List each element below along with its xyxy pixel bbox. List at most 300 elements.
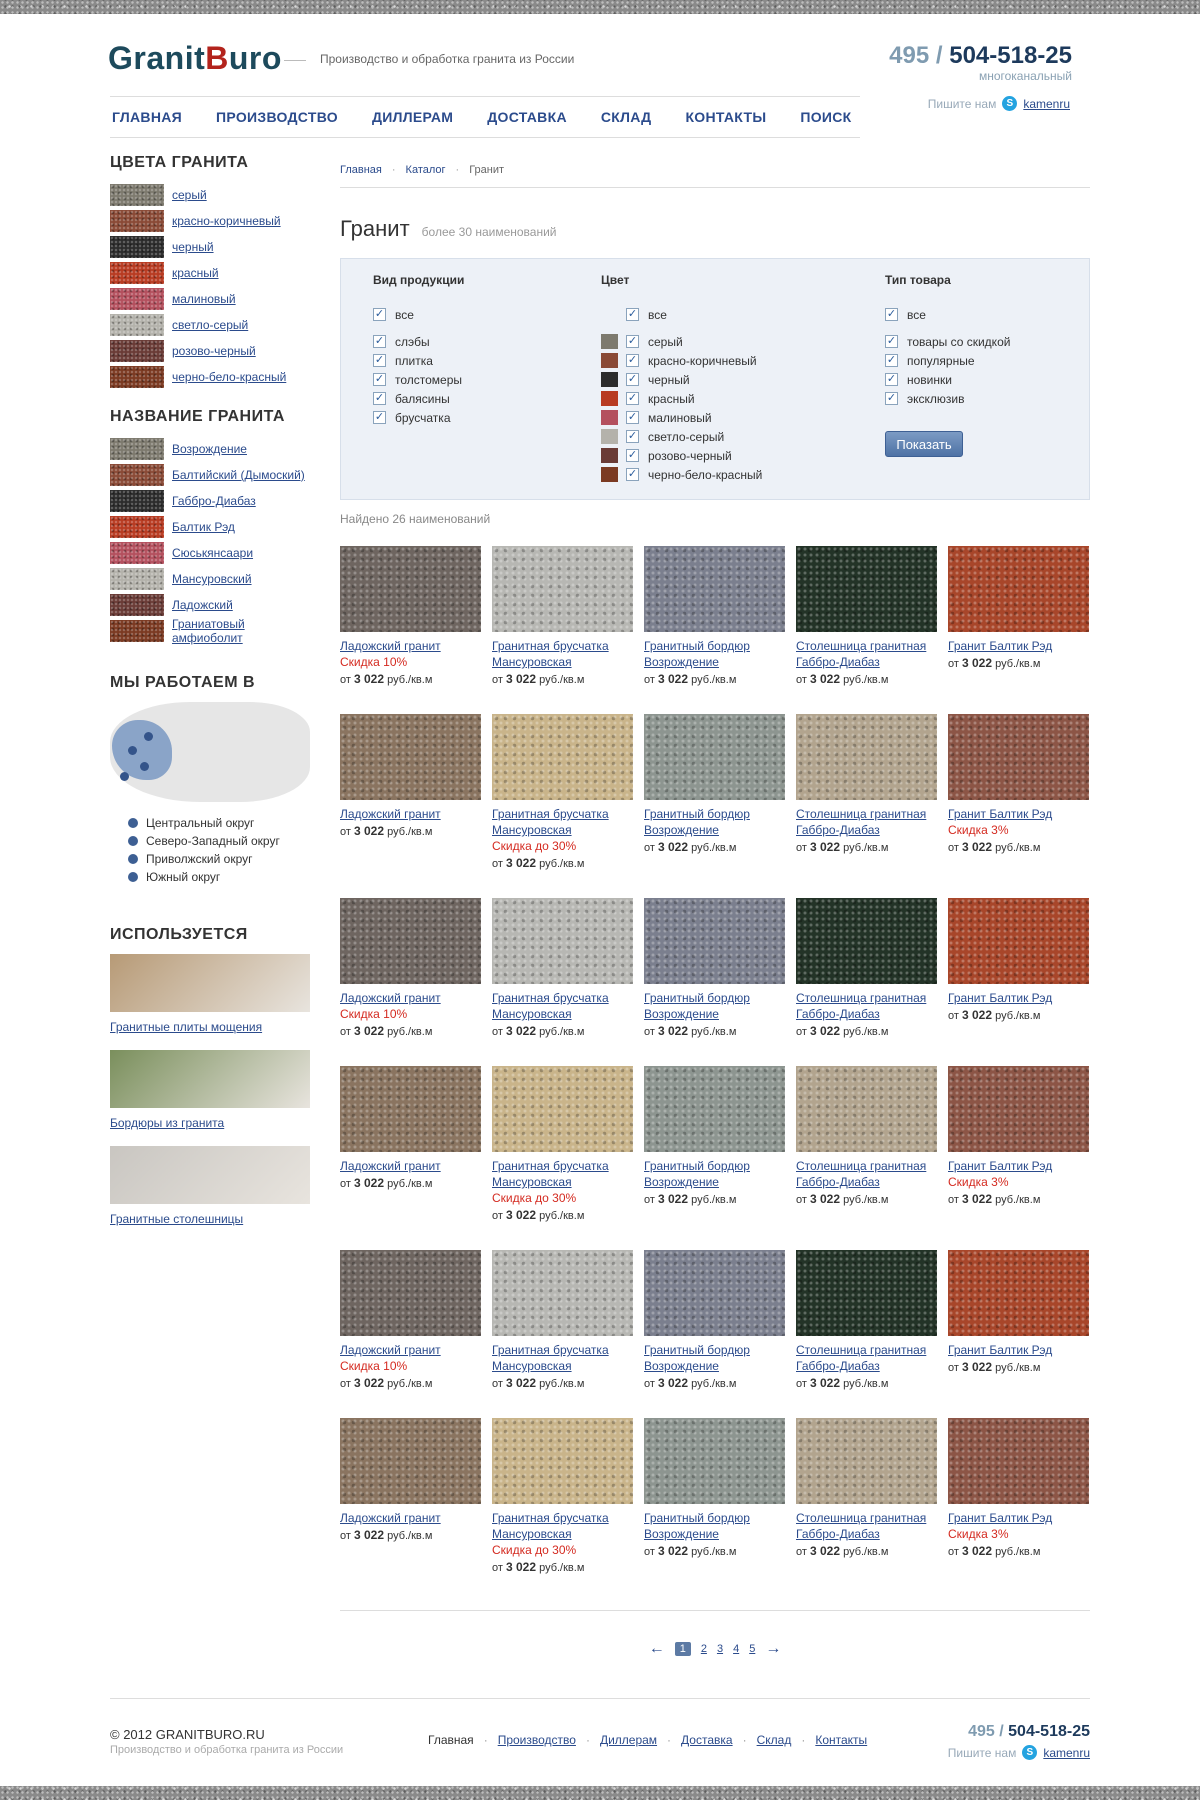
price-prefix: от (644, 842, 655, 854)
product-image[interactable] (644, 1250, 785, 1336)
product-name[interactable] (492, 1158, 633, 1190)
colors-item[interactable] (110, 208, 310, 234)
filter-checkbox[interactable]: ✓ (886, 392, 897, 404)
page-link[interactable]: 4 (733, 1643, 740, 1655)
filter-checkbox[interactable]: ✓ (627, 354, 638, 366)
price-value: 3 022 (961, 840, 993, 854)
price-unit: руб./кв.м (387, 1178, 433, 1190)
product-name[interactable] (340, 1158, 481, 1174)
filter-option[interactable] (373, 332, 464, 351)
product-name-line1[interactable]: Столешница гранитная (796, 1511, 927, 1525)
filter-option[interactable] (373, 305, 464, 324)
product-name-line2[interactable]: Возрождение (644, 1007, 719, 1021)
names-item[interactable] (110, 514, 310, 540)
price-prefix: от (492, 1210, 503, 1222)
product-name-line2[interactable]: Возрождение (644, 1359, 719, 1373)
product-name-line2[interactable]: Мансуровская (492, 1007, 572, 1021)
color-swatch-spacer (601, 307, 618, 322)
page-link[interactable]: 5 (749, 1643, 756, 1655)
price-value: 3 022 (809, 672, 841, 686)
price-unit: руб./кв.м (995, 1194, 1041, 1206)
product-image[interactable] (948, 546, 1089, 632)
product-price (796, 1023, 937, 1040)
price-prefix: от (492, 674, 503, 686)
colors-label[interactable]: розово-черный (172, 344, 256, 358)
colors-item[interactable] (110, 260, 310, 286)
price-unit: руб./кв.м (843, 842, 889, 854)
product-price (492, 1023, 633, 1040)
names-item[interactable] (110, 566, 310, 592)
names-label[interactable]: Мансуровский (172, 572, 252, 586)
product-image[interactable] (340, 1066, 481, 1152)
product-name-line2[interactable]: Мансуровская (492, 1359, 572, 1373)
product-image[interactable] (340, 1250, 481, 1336)
product-name-line1[interactable]: Столешница гранитная (796, 1343, 927, 1357)
granite-swatch (110, 262, 164, 284)
product-card (948, 898, 1089, 1066)
product-name-line1[interactable]: Столешница гранитная (796, 807, 927, 821)
product-name-line1[interactable]: Столешница гранитная (796, 639, 927, 653)
product-name-line2[interactable]: Возрождение (644, 1175, 719, 1189)
product-image[interactable] (644, 898, 785, 984)
names-label[interactable]: Габбро-Диабаз (172, 494, 256, 508)
product-name[interactable] (644, 1510, 785, 1542)
product-name-line1[interactable]: Ладожский гранит (340, 1511, 441, 1525)
colors-label[interactable]: светло-серый (172, 318, 249, 332)
product-image[interactable] (796, 1066, 937, 1152)
product-name[interactable] (796, 806, 937, 838)
usage-item[interactable] (110, 1146, 310, 1228)
nav-item[interactable]: ДИЛЛЕРАМ (371, 109, 454, 125)
title-row (340, 216, 1090, 242)
price-prefix: от (948, 1010, 959, 1022)
prev-page-icon[interactable]: ← (648, 1640, 665, 1657)
product-name-line1[interactable]: Гранитная брусчатка (492, 639, 609, 653)
product-name-line2[interactable]: Мансуровская (492, 1527, 572, 1541)
price-prefix: от (492, 1378, 503, 1390)
granite-swatch (110, 314, 164, 336)
colors-label[interactable]: красный (172, 266, 219, 280)
filter-option[interactable] (885, 305, 1010, 324)
product-name-line1[interactable]: Гранитная брусчатка (492, 1511, 609, 1525)
product-image[interactable] (492, 898, 633, 984)
product-price (948, 1543, 1089, 1560)
usage-image[interactable] (110, 1146, 310, 1204)
filter-checkbox[interactable]: ✓ (886, 354, 897, 366)
page-link[interactable]: 3 (716, 1643, 724, 1655)
filter-checkbox[interactable]: ✓ (627, 411, 638, 423)
filter-option[interactable] (885, 389, 1010, 408)
product-card (948, 1418, 1089, 1602)
product-image[interactable] (796, 546, 937, 632)
footer-nav-item[interactable]: Контакты (815, 1733, 868, 1747)
product-name-line2[interactable]: Габбро-Диабаз (796, 655, 880, 669)
colors-item[interactable] (110, 364, 310, 390)
product-name-line1[interactable]: Гранитный бордюр (644, 1159, 750, 1173)
usage-image[interactable] (110, 1050, 310, 1108)
product-price (796, 671, 937, 688)
product-card (796, 546, 937, 714)
price-value: 3 022 (809, 1376, 841, 1390)
product-price (644, 1543, 785, 1560)
product-name[interactable] (340, 1342, 481, 1358)
filter-option[interactable] (601, 427, 762, 446)
price-unit: руб./кв.м (691, 674, 737, 686)
filter-checkbox[interactable]: ✓ (627, 308, 638, 320)
product-image[interactable] (948, 1250, 1089, 1336)
product-name-line2[interactable]: Мансуровская (492, 1175, 572, 1189)
product-image[interactable] (340, 546, 481, 632)
product-name[interactable] (340, 1510, 481, 1526)
granite-swatch (110, 516, 164, 538)
price-prefix: от (796, 1194, 807, 1206)
product-name-line2[interactable]: Возрождение (644, 1527, 719, 1541)
filter-checkbox[interactable]: ✓ (374, 335, 385, 347)
filter-option[interactable] (373, 351, 464, 370)
price-unit: руб./кв.м (387, 1026, 433, 1038)
product-name[interactable] (492, 990, 633, 1022)
usage-link[interactable]: Бордюры из гранита (110, 1116, 225, 1130)
product-price (340, 671, 481, 688)
show-button[interactable]: Показать (885, 431, 963, 457)
site-logo[interactable] (108, 40, 282, 77)
footer-nav-item[interactable]: Склад (756, 1733, 792, 1747)
product-image[interactable] (492, 714, 633, 800)
product-name[interactable] (492, 1342, 633, 1374)
product-name-line1[interactable]: Гранитный бордюр (644, 991, 750, 1005)
product-name-line1[interactable]: Ладожский гранит (340, 1343, 441, 1357)
color-swatch (601, 391, 618, 406)
usage-item[interactable] (110, 954, 310, 1036)
names-item[interactable] (110, 618, 310, 644)
product-price (948, 1007, 1089, 1024)
product-image[interactable] (644, 546, 785, 632)
granite-swatch (110, 568, 164, 590)
product-price (492, 1207, 633, 1224)
product-name-line2[interactable]: Возрождение (644, 823, 719, 837)
nav-item[interactable]: СКЛАД (600, 109, 652, 125)
product-card (644, 1418, 785, 1602)
color-swatch (601, 334, 618, 349)
color-swatch (601, 429, 618, 444)
product-image[interactable] (492, 1250, 633, 1336)
footer-tagline: Производство и обработка гранита из России (110, 1744, 344, 1756)
filter-checkbox[interactable]: ✓ (627, 430, 638, 442)
filter-checkbox[interactable]: ✓ (374, 411, 385, 423)
price-unit: руб./кв.м (539, 1562, 585, 1574)
product-image[interactable] (644, 1418, 785, 1504)
names-item[interactable] (110, 592, 310, 618)
product-name-line2[interactable]: Возрождение (644, 655, 719, 669)
colors-label[interactable]: красно-коричневый (172, 214, 281, 228)
price-prefix: от (796, 674, 807, 686)
product-image[interactable] (340, 1418, 481, 1504)
footer-nav-item[interactable]: Доставка (681, 1733, 733, 1747)
product-name[interactable] (948, 1342, 1089, 1358)
filter-option[interactable] (885, 370, 1010, 389)
product-image[interactable] (492, 546, 633, 632)
product-name-line2[interactable]: Габбро-Диабаз (796, 823, 880, 837)
colors-item[interactable] (110, 182, 310, 208)
price-prefix: от (948, 1546, 959, 1558)
usage-item[interactable] (110, 1050, 310, 1132)
filter-option[interactable] (885, 332, 1010, 351)
color-swatch (601, 448, 618, 463)
footer-skype-link[interactable]: kamenru (1043, 1745, 1090, 1760)
product-image[interactable] (340, 898, 481, 984)
colors-label[interactable]: черно-бело-красный (172, 370, 287, 384)
phone-note: многоканальный (978, 69, 1072, 83)
product-name[interactable] (644, 806, 785, 838)
filter-checkbox[interactable]: ✓ (374, 373, 385, 385)
product-name-line2[interactable]: Габбро-Диабаз (796, 1527, 880, 1541)
colors-item[interactable] (110, 312, 310, 338)
names-label[interactable]: Ладожский (172, 598, 233, 612)
product-card (644, 1250, 785, 1418)
product-card (796, 1066, 937, 1250)
product-name-line1[interactable]: Гранитный бордюр (644, 639, 750, 653)
names-label[interactable]: Балтийский (Дымоский) (172, 468, 305, 482)
filter-option-label: слэбы (395, 334, 430, 349)
price-prefix: от (340, 826, 351, 838)
product-price (644, 839, 785, 856)
price-prefix: от (644, 1378, 655, 1390)
filter-option[interactable] (885, 351, 1010, 370)
price-unit: руб./кв.м (843, 674, 889, 686)
product-name-line1[interactable]: Гранит Балтик Рэд (948, 807, 1053, 821)
next-page-icon[interactable]: → (765, 1640, 782, 1657)
filter-checkbox[interactable]: ✓ (374, 392, 385, 404)
product-name[interactable] (340, 638, 481, 654)
nav-item[interactable]: КОНТАКТЫ (685, 109, 767, 125)
product-name[interactable] (492, 806, 633, 838)
usage-image[interactable] (110, 954, 310, 1012)
price-prefix: от (340, 1530, 351, 1542)
product-name-line1[interactable]: Столешница гранитная (796, 1159, 927, 1173)
product-name-line1[interactable]: Гранит Балтик Рэд (948, 1511, 1053, 1525)
product-name-line1[interactable]: Ладожский гранит (340, 991, 441, 1005)
product-image[interactable] (796, 1418, 937, 1504)
filter-checkbox[interactable]: ✓ (886, 335, 897, 347)
filter-option[interactable] (601, 465, 762, 484)
page-link[interactable]: 1 (675, 1642, 691, 1656)
colors-item[interactable] (110, 234, 310, 260)
product-name[interactable] (644, 1158, 785, 1190)
product-name[interactable] (644, 990, 785, 1022)
product-name-line1[interactable]: Гранитный бордюр (644, 1511, 750, 1525)
price-value: 3 022 (657, 1192, 689, 1206)
nav-item[interactable]: ГЛАВНАЯ (112, 109, 183, 125)
names-label[interactable]: Возрождение (172, 442, 247, 456)
names-label[interactable]: Граниатовый амфиоболит (172, 617, 245, 645)
filter-option[interactable] (601, 446, 762, 465)
filter-option[interactable] (601, 370, 762, 389)
colors-label[interactable]: малиновый (172, 292, 236, 306)
product-name-line1[interactable]: Гранитный бордюр (644, 807, 750, 821)
footer-nav-item[interactable]: Главная (428, 1733, 474, 1747)
footer-phone-number: 504-518-25 (1008, 1723, 1090, 1740)
filter-checkbox[interactable]: ✓ (627, 392, 638, 404)
price-prefix: от (948, 842, 959, 854)
product-image[interactable] (948, 1418, 1089, 1504)
used-heading: ИСПОЛЬЗУЕТСЯ (110, 926, 248, 943)
product-name-line1[interactable]: Ладожский гранит (340, 639, 441, 653)
product-image[interactable] (796, 1250, 937, 1336)
filter-checkbox[interactable]: ✓ (886, 308, 897, 320)
product-name[interactable] (948, 990, 1089, 1006)
product-name[interactable] (948, 638, 1089, 654)
colors-item[interactable] (110, 286, 310, 312)
product-name[interactable] (796, 990, 937, 1022)
product-name-line1[interactable]: Гранит Балтик Рэд (948, 991, 1053, 1005)
filter-option[interactable] (373, 370, 464, 389)
names-item[interactable] (110, 462, 310, 488)
product-price (644, 1375, 785, 1392)
product-image[interactable] (796, 714, 937, 800)
price-value: 3 022 (961, 1192, 993, 1206)
granite-swatch (110, 542, 164, 564)
product-name[interactable] (796, 1342, 937, 1374)
product-name-line1[interactable]: Столешница гранитная (796, 991, 927, 1005)
filter-checkbox[interactable]: ✓ (374, 354, 385, 366)
product-name[interactable] (492, 1510, 633, 1542)
nav-item[interactable]: ПОИСК (800, 109, 852, 125)
usage-link[interactable]: Гранитные плиты мощения (110, 1020, 263, 1034)
product-name-line1[interactable]: Гранитный бордюр (644, 1343, 750, 1357)
filter-option-label: товары со скидкой (907, 334, 1011, 349)
names-label[interactable]: Балтик Рэд (172, 520, 235, 534)
product-image[interactable] (644, 714, 785, 800)
product-image[interactable] (492, 1418, 633, 1504)
page-link[interactable]: 2 (700, 1643, 707, 1655)
product-image[interactable] (948, 714, 1089, 800)
names-label[interactable]: Сюськянсаари (172, 546, 254, 560)
footer-nav-item[interactable]: Диллерам (599, 1733, 658, 1747)
usage-link[interactable]: Гранитные столешницы (110, 1212, 244, 1226)
product-name-line1[interactable]: Гранитная брусчатка (492, 807, 609, 821)
product-price (340, 1175, 481, 1192)
breadcrumb-separator: · (391, 164, 396, 176)
product-price (492, 671, 633, 688)
filter-option-label: популярные (907, 353, 975, 368)
filter-option[interactable] (601, 332, 762, 351)
filter-checkbox[interactable]: ✓ (627, 335, 638, 347)
filter-option[interactable] (601, 408, 762, 427)
filter-option-label: толстомеры (395, 372, 463, 387)
product-image[interactable] (644, 1066, 785, 1152)
product-card (340, 898, 481, 1066)
product-image[interactable] (796, 898, 937, 984)
product-name-line2[interactable]: Габбро-Диабаз (796, 1359, 880, 1373)
colors-item[interactable] (110, 338, 310, 364)
price-prefix: от (340, 674, 351, 686)
header-phone (889, 42, 1072, 70)
product-name-line1[interactable]: Ладожский гранит (340, 1159, 441, 1173)
price-unit: руб./кв.м (995, 658, 1041, 670)
product-name[interactable] (948, 1158, 1089, 1174)
product-image[interactable] (492, 1066, 633, 1152)
product-image[interactable] (948, 898, 1089, 984)
filter-checkbox[interactable]: ✓ (627, 373, 638, 385)
skype-link[interactable]: kamenru (1023, 96, 1070, 111)
product-name[interactable] (796, 1510, 937, 1542)
color-swatch (601, 353, 618, 368)
filter-checkbox[interactable]: ✓ (627, 449, 638, 461)
product-name[interactable] (948, 1510, 1089, 1526)
product-card (644, 1066, 785, 1250)
filter-option[interactable] (373, 389, 464, 408)
colors-label[interactable]: черный (172, 240, 214, 254)
product-name-line1[interactable]: Гранитная брусчатка (492, 1159, 609, 1173)
footer-nav-separator: · (742, 1733, 747, 1747)
names-item[interactable] (110, 488, 310, 514)
product-name-line1[interactable]: Гранит Балтик Рэд (948, 639, 1053, 653)
nav-item[interactable]: ДОСТАВКА (487, 109, 567, 125)
product-name-line2[interactable]: Мансуровская (492, 655, 572, 669)
product-discount: Скидка 3% (948, 1527, 1009, 1541)
product-name[interactable] (492, 638, 633, 670)
filter-option[interactable] (601, 389, 762, 408)
product-name-line1[interactable]: Гранит Балтик Рэд (948, 1343, 1053, 1357)
filter-option-label: брусчатка (395, 410, 451, 425)
footer-nav-item[interactable]: Производство (497, 1733, 576, 1747)
filter-option[interactable] (601, 305, 762, 324)
map-marker (140, 762, 149, 771)
product-name-line2[interactable]: Габбро-Диабаз (796, 1175, 880, 1189)
filter-checkbox[interactable]: ✓ (374, 308, 385, 320)
product-name-line2[interactable]: Мансуровская (492, 823, 572, 837)
colors-label[interactable]: серый (172, 188, 207, 202)
product-name-line2[interactable]: Габбро-Диабаз (796, 1007, 880, 1021)
skype-icon: S (1022, 1745, 1037, 1760)
product-name-line1[interactable]: Гранитная брусчатка (492, 991, 609, 1005)
product-name[interactable] (644, 638, 785, 670)
product-image[interactable] (948, 1066, 1089, 1152)
product-name[interactable] (948, 806, 1089, 822)
footer-nav (428, 1733, 867, 1747)
breadcrumb-catalog[interactable]: Каталог (405, 164, 446, 176)
region-bullet-icon (128, 872, 138, 882)
product-card (340, 1418, 481, 1602)
product-name-line1[interactable]: Ладожский гранит (340, 807, 441, 821)
price-prefix: от (340, 1378, 351, 1390)
price-value: 3 022 (505, 672, 537, 686)
nav-item[interactable]: ПРОИЗВОДСТВО (216, 109, 338, 125)
filter-option[interactable] (373, 408, 464, 427)
header-skype-contact (928, 96, 1070, 111)
product-name[interactable] (644, 1342, 785, 1374)
price-value: 3 022 (505, 1560, 537, 1574)
names-item[interactable] (110, 540, 310, 566)
product-name[interactable] (796, 1158, 937, 1190)
product-name-line1[interactable]: Гранит Балтик Рэд (948, 1159, 1053, 1173)
product-name[interactable] (796, 638, 937, 670)
filter-checkbox[interactable]: ✓ (886, 373, 897, 385)
product-name-line1[interactable]: Гранитная брусчатка (492, 1343, 609, 1357)
filter-checkbox[interactable]: ✓ (627, 468, 638, 480)
names-item[interactable] (110, 436, 310, 462)
product-name[interactable] (340, 990, 481, 1006)
product-card (948, 1250, 1089, 1418)
filter-option[interactable] (601, 351, 762, 370)
pagination-divider (340, 1610, 1090, 1640)
price-value: 3 022 (505, 1024, 537, 1038)
product-price (948, 1359, 1089, 1376)
product-image[interactable] (340, 714, 481, 800)
price-value: 3 022 (657, 1024, 689, 1038)
product-name[interactable] (340, 806, 481, 822)
breadcrumb-home[interactable]: Главная (340, 164, 382, 176)
